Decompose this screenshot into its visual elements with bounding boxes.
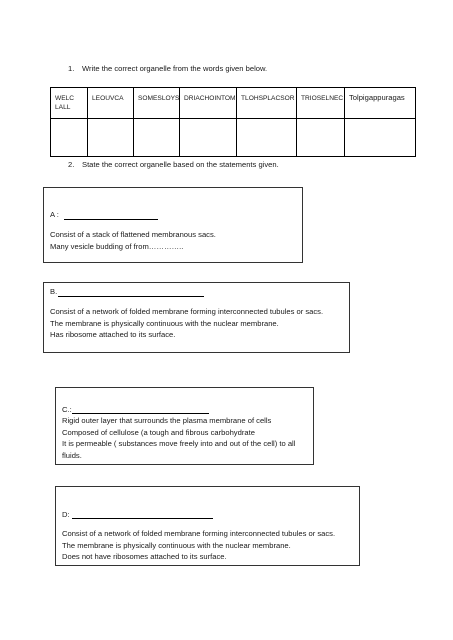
box-d-answer-line[interactable]: [72, 518, 213, 519]
box-d-line-1: Consist of a network of folded membrane forming interconnected tubules or sacs.: [62, 529, 336, 538]
table-header-row: [51, 88, 416, 119]
box-c-line-2: Composed of cellulose (a tough and fibrous carbohydrate: [62, 428, 255, 437]
table-answer-row: [51, 119, 416, 157]
box-a-label: A :: [50, 210, 59, 219]
box-b-line-2: The membrane is physically continuous with the nuclear membrane.: [50, 319, 279, 328]
statement-box-b: [43, 282, 350, 353]
box-d-line-2: The membrane is physically continuous with the nuclear membrane.: [62, 541, 291, 550]
statement-box-d: [55, 486, 360, 566]
question-1-text: Write the correct organelle from the words given below.: [82, 64, 268, 73]
box-b-answer-line[interactable]: [58, 296, 204, 297]
answer-cell[interactable]: [345, 119, 416, 157]
box-c-line-3: It is permeable ( substances move freely into and out of the cell) to all: [62, 439, 296, 448]
box-a-answer-line[interactable]: [64, 219, 158, 220]
box-a-line-1: Consist of a stack of flattened membranous sacs.: [50, 230, 216, 239]
box-c-line-1: Rigid outer layer that surrounds the plasma membrane of cells: [62, 416, 272, 425]
box-c-line-4: fluids.: [62, 451, 82, 460]
table-word-cell: WELC LALL: [51, 88, 88, 119]
question-2-number: 2.: [68, 160, 75, 169]
table-word-cell: TLOHSPLACSOR: [237, 88, 297, 119]
answer-cell[interactable]: [88, 119, 134, 157]
box-a-line-2: Many vesicle budding of from…………..: [50, 242, 184, 251]
table-word-cell: SOMESLOYS: [134, 88, 180, 119]
question-1-number: 1.: [68, 64, 75, 73]
question-2-text: State the correct organelle based on the statements given.: [82, 160, 279, 169]
statement-box-a: [43, 187, 303, 263]
box-b-label: B.: [50, 287, 58, 296]
box-c-label: C.:: [62, 405, 72, 414]
scrambled-words-table: [50, 87, 416, 157]
answer-cell[interactable]: [297, 119, 345, 157]
box-c-answer-line[interactable]: [72, 413, 209, 414]
box-b-line-1: Consist of a network of folded membrane forming interconnected tubules or sacs.: [50, 307, 324, 316]
answer-cell[interactable]: [237, 119, 297, 157]
box-b-line-3: Has ribosome attached to its surface.: [50, 330, 176, 339]
table-word-cell: DRIACHOINTOM: [180, 88, 237, 119]
table-word-cell: Tolpigappuragas: [345, 88, 416, 119]
question-1: [68, 64, 267, 73]
statement-box-c: [55, 387, 314, 465]
table-word-cell: TRIOSELNEC: [297, 88, 345, 119]
answer-cell[interactable]: [51, 119, 88, 157]
box-d-line-3: Does not have ribosomes attached to its surface.: [62, 552, 227, 561]
answer-cell[interactable]: [134, 119, 180, 157]
answer-cell[interactable]: [180, 119, 237, 157]
table-word-cell: LEOUVCA: [88, 88, 134, 119]
question-2: [68, 160, 279, 169]
box-d-label: D:: [62, 510, 70, 519]
